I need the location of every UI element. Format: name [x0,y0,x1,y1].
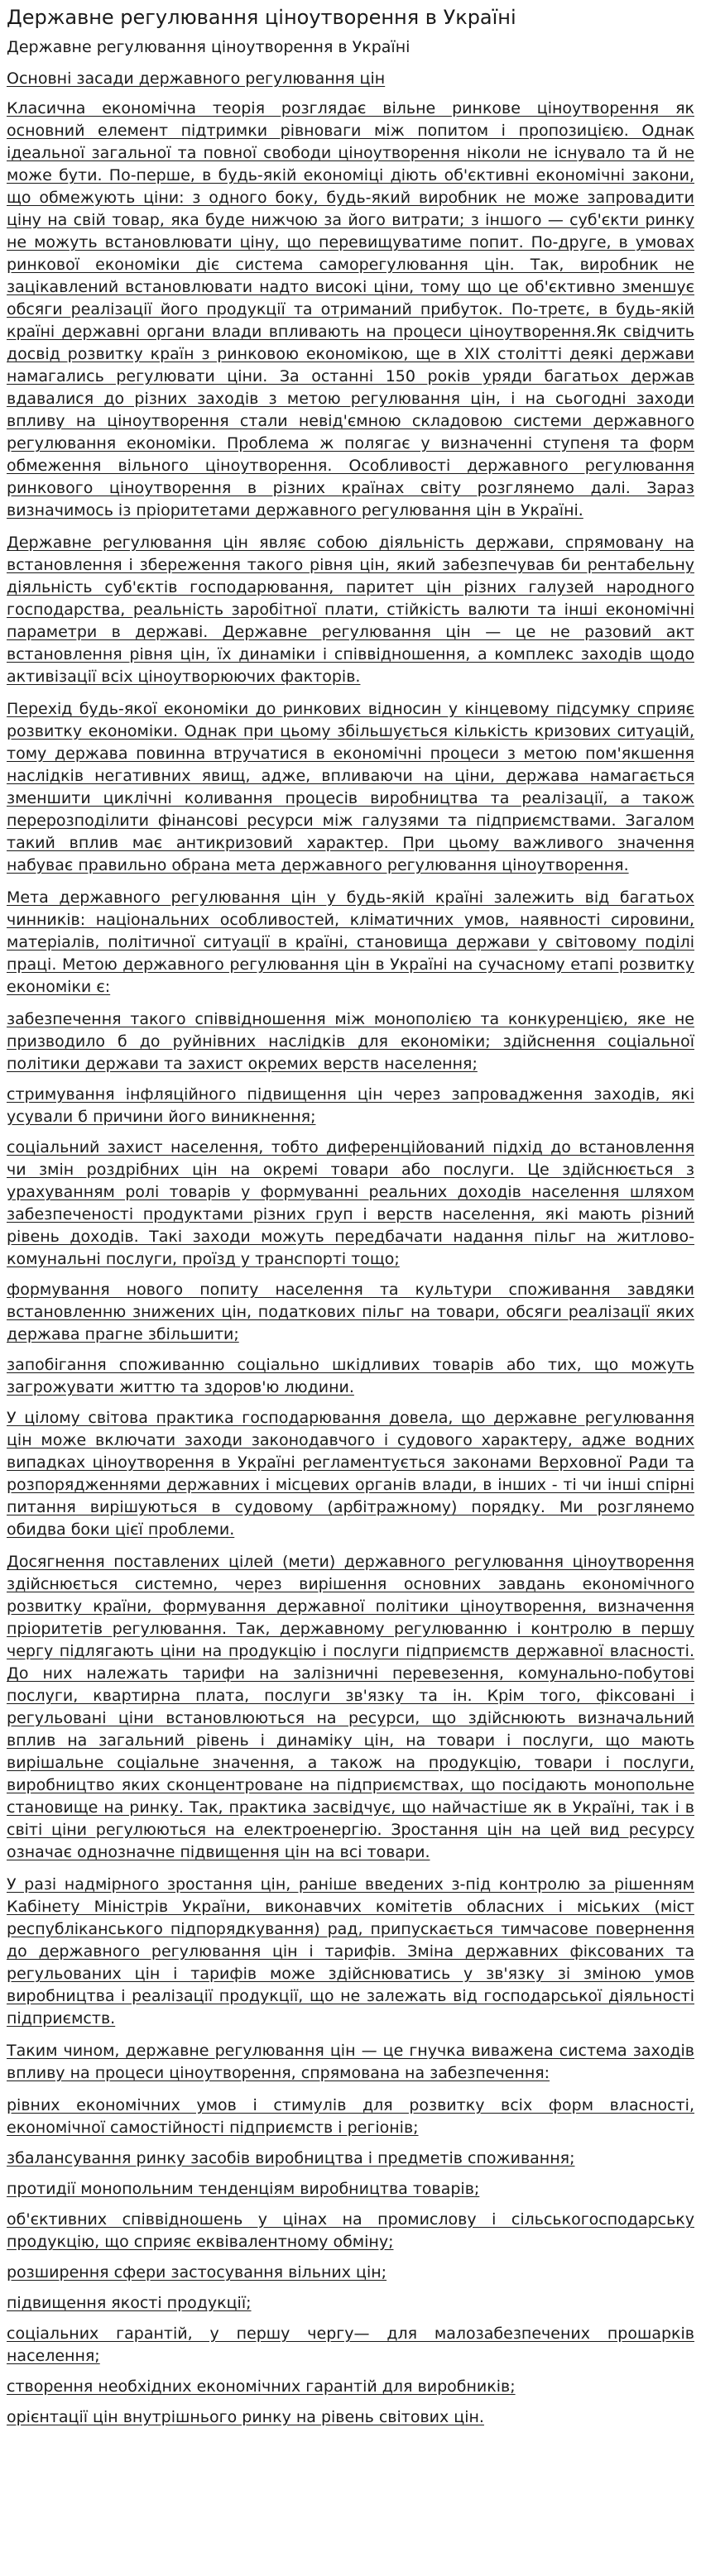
list-item: запобігання споживанню соціально шкідливих товарів або тих, що можуть загрожувати життю та здоров'ю людини. [7,1356,694,1396]
list-item: збалансування ринку засобів виробництва і предметів споживання; [7,2149,575,2167]
paragraph: Мета державного регулювання цін у будь-якій країні залежить від багатьох чинників: національних особливостей, кліматичних умов, наявності сировини, матеріалів, політичної ситуації в країні, становища держави у світовому поділі праці. Метою державного регулювання цін в Україні на сучасному етапі розвитку економіки є: [7,888,694,996]
list-item: стримування інфляційного підвищення цін через запровадження заходів, які усували б причини його виникнення; [7,1085,694,1126]
list-item: створення необхідних економічних гарантій для виробників; [7,2377,516,2396]
list-item: розширення сфери застосування вільних цін; [7,2263,387,2282]
paragraph: Державне регулювання цін являє собою діяльність держави, спрямовану на встановлення і збереження такого рівня цін, який забезпечував би рентабельну діяльність суб'єктів господарювання, паритет цін різних галузей народного господарства, реальність заробітної плати, стійкість валюти та інші економічні параметри в державі. Державне регулювання цін — це не разовий акт встановлення рівня цін, їх динаміки і співвідношення, а комплекс заходів щодо активізації всіх ціноутворюючих факторів. [7,534,694,686]
section-heading: Основні засади державного регулювання цін [7,69,386,88]
list-item: рівних економічних умов і стимулів для розвитку всіх форм власності, економічної самостійності підприємств і регіонів; [7,2096,694,2137]
list-item: протидії монопольним тенденціям виробництва товарів; [7,2180,480,2198]
document-subtitle: Державне регулювання ціноутворення в Україні [7,38,411,56]
list-item: підвищення якості продукції; [7,2294,252,2312]
list-item: соціальних гарантій, у першу чергу— для малозабезпечених прошарків населення; [7,2325,694,2365]
paragraph: У разі надмірного зростання цін, раніше введених з-під контролю за рішенням Кабінету Міністрів України, виконавчих комітетів обласних і міських (міст республіканського підпорядкування) рад, припускається тимчасове повернення до державного регулювання цін і тарифів. Зміна державних фіксованих та регульованих цін і тарифів може здійснюватись у зв'язку зі зміною умов виробництва і реалізації продукції, що не залежать від господарської діяльності підприємств. [7,1875,694,2028]
list-item: соціальний захист населення, тобто диференційований підхід до встановлення чи змін роздрібних цін на окремі товари або послуги. Це здійснюється з урахуванням ролі товарів у формуванні реальних доходів населення шляхом забезпеченості продуктами різних груп і верств населення, які мають різний рівень доходів. Такі заходи можуть передбачати надання пільг на житлово-комунальні послуги, проїзд у транспорті тощо; [7,1138,694,1268]
list-item: формування нового попиту населення та культури споживання завдяки встановленню знижених цін, податкових пільг на товари, обсяги реалізації яких держава прагне збільшити; [7,1281,694,1343]
paragraph: Класична економічна теорія розглядає вільне ринкове ціноутворення як основний елемент підтримки рівноваги між попитом і пропозицією. Однак ідеальної загальної та повної свободи ціноутворення ніколи не існувало та й не може бути. По-перше, в будь-якій економіці діють об'єктивні економічні закони, що обмежують ціни: з одного боку, будь-який виробник не може запровадити ціну на свій товар, яка буде нижчою за його витрати; з іншого — суб'єкти ринку не можуть встановлювати ціну, що перевищуватиме попит. По-друге, в умовах ринкової економіки діє система самoрегулювання цін. Так, виробник не зацікавлений встановлювати надто високі ціни, тому що це об'єктивно зменшує обсяги реалізації його продукції та отриманий прибуток. По-третє, в будь-якій країні державні органи влади впливають на процеси ціноутворення.Як свідчить досвід розвитку країн з ринковою економікою, ще в XIX столітті деякі держави намагались регулювати ціни. За останні 150 років уряди багатьох держав вдавалися до різних заходів з метою регулювання цін, і на сьогодні заходи впливу на ціноутворення стали невід'ємною складовою системи державного регулювання економіки. Проблема ж полягає у визначенні ступеня та форм обмеження вільного ціноутворення. Особливості державного регулювання ринкового ціноутворення в різних країнах світу розглянемо далі. Зараз визначимось із пріоритетами державного регулювання цін в Україні. [7,99,694,520]
paragraph: Досягнення поставлених цілей (мети) державного регулювання ціноутворення здійснюється системно, через вирішення основних завдань економічного розвитку країни, формування державної політики ціноутворення, визначення пріоритетів регулювання. Так, державному регулюванню і контролю в першу чергу підлягають ціни на продукцію і послуги підприємств державної власності. До них належать тарифи на залізничні перевезення, комунально-побутові послуги, квартирна плата, послуги зв'язку та ін. Крім того, фіксовані і регульовані ціни встановлюються на ресурси, що здійснюють визначальний вплив на загальний рівень і динаміку цін, на товари і послуги, що мають вирішальне соціальне значення, а також на продукцію, товари і послуги, виробництво яких сконцентроване на підприємствах, що посідають монопольне становище на ринку. Так, практика засвідчує, що найчастіше як в Україні, так і в світі ціни регулюються на електроенергію. Зростання цін на цей вид ресурсу означає однозначне підвищення цін на всі товари. [7,1553,694,1861]
list-item: об'єктивних співвідношень у цінах на промислову і сільськогосподарську продукцію, що сприяє еквівалентному обміну; [7,2210,694,2251]
paragraph: У цілому світова практика господарювання довела, що державне регулювання цін може включати заходи законодавчого і судового характеру, адже водних випадках ціноутворення в Україні регламентується законами Верховної Ради та розпорядженнями державних і місцевих органів влади, в інших - ті чи інші спірні питання вирішуються в судовому (арбітражному) порядку. Ми розглянемо обидва боки цієї проблеми. [7,1409,694,1539]
paragraph: Таким чином, державне регулювання цін — це гнучка виважена система заходів впливу на процеси ціноутворення, спрямована на забезпечення: [7,2042,694,2082]
page-title: Державне регулювання ціноутворення в Україні [7,6,516,29]
paragraph: Перехід будь-якої економіки до ринкових відносин у кінцевому підсумку сприяє розвитку економіки. Однак при цьому збільшується кількість кризових ситуацій, тому держава повинна втручатися в економічні процеси з метою пом'якшення наслідків негативних явищ, адже, впливаючи на ціни, держава намагається зменшити циклічні коливання процесів виробництва та реалізації, а також перерозподілити фінансові ресурси між галузями та підприємствами. Загалом такий вплив має антикризовий характер. При цьому важливого значення набуває правильно обрана мета державного регулювання ціноутворення. [7,700,694,874]
list-item: орієнтації цін внутрішнього ринку на рівень світових цін. [7,2408,484,2426]
list-item: забезпечення такого співвідношення між монополією та конкуренцією, яке не призводило б до руйнівних наслідків для економіки; здійснення соціальної політики держави та захист окремих верств населення; [7,1010,694,1073]
